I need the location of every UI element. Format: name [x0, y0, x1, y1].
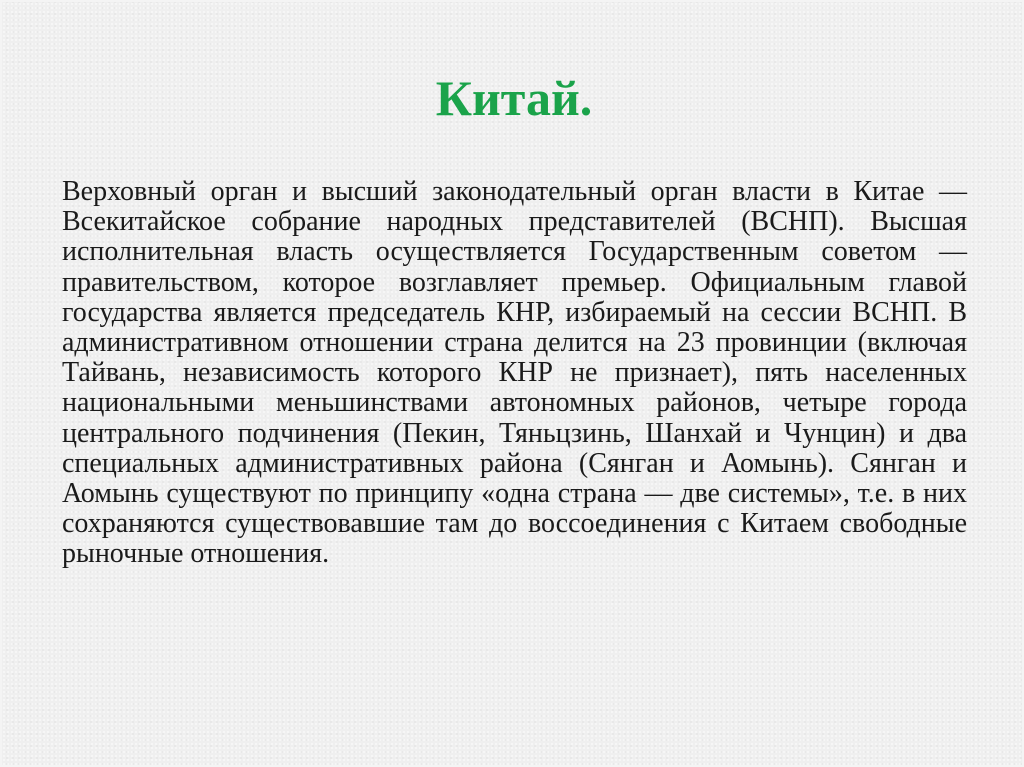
slide-title: Китай. [435, 70, 593, 126]
slide-body-text: Верховный орган и высший законодательный орган власти в Китае — Всекитайское собрание народных представителей (ВСНП). Высшая исполнительная власть осуществляется Государственным советом — правительством, которое возглавляет премьер. Официальным главой государства является председатель КНР, избираемый на сессии ВСНП. В административном отношении страна делится на 23 провинции (включая Тайвань, независимость которого КНР не признает), пять населенных национальными меньшинствами автономных районов, четыре города центрального подчинения (Пекин, Тяньцзинь, Шанхай и Чунцин) и два специальных административных района (Сянган и Аомынь). Сянган и Аомынь существуют по принципу «одна страна — две системы», т.е. в них сохраняются существовавшие там до воссоединения с Китаем свободные рыночные отношения. [62, 176, 967, 570]
